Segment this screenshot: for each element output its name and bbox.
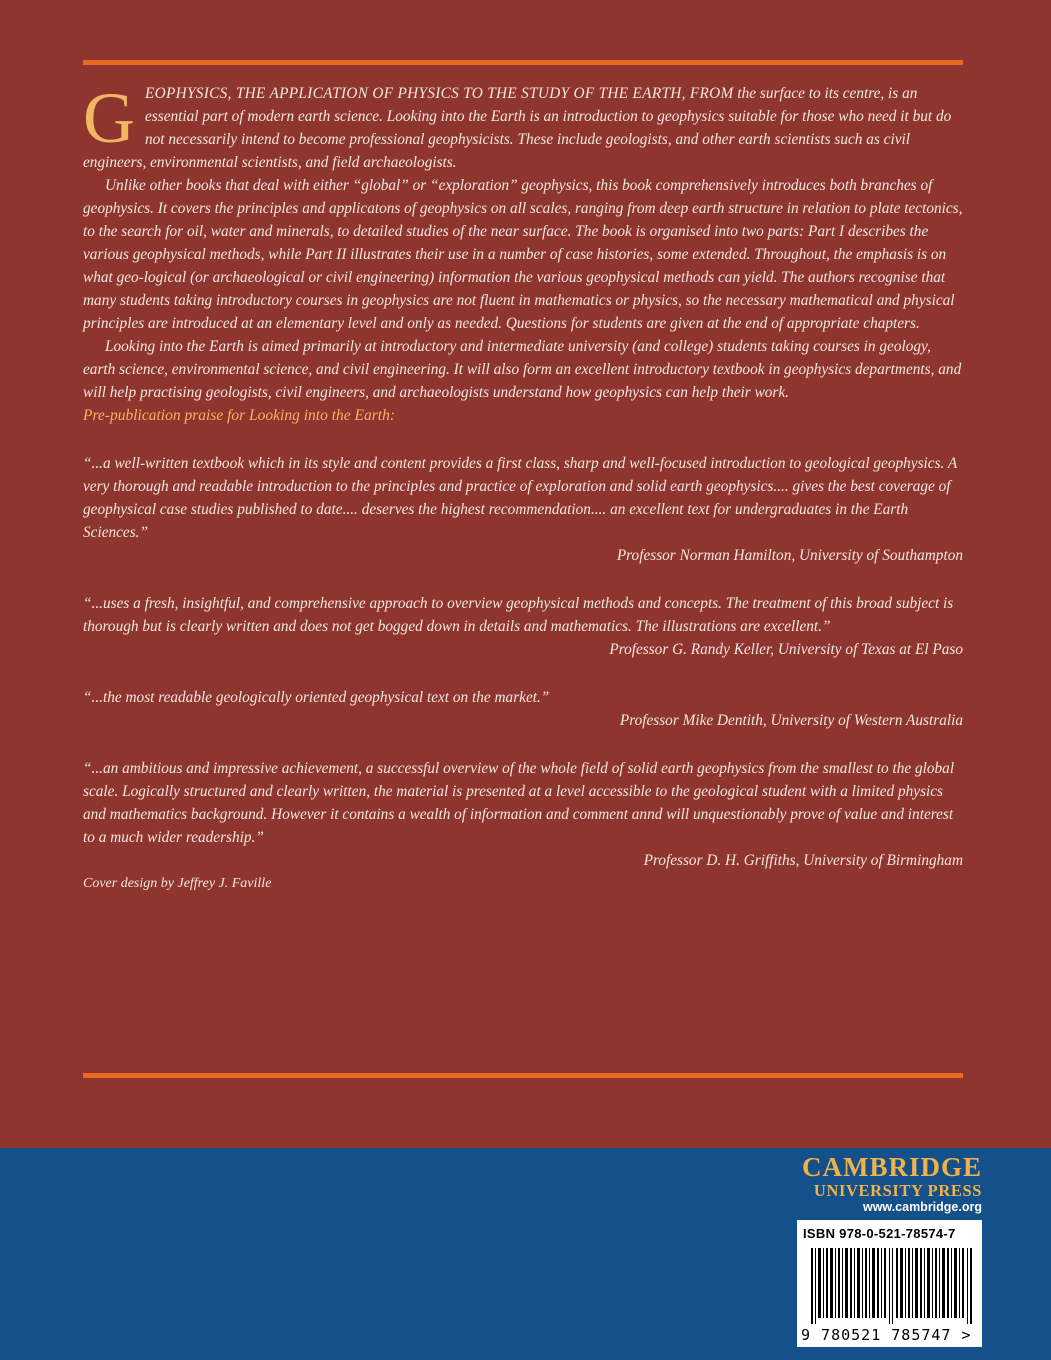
publisher-url: www.cambridge.org bbox=[862, 1200, 982, 1214]
publisher-logo bbox=[802, 1152, 982, 1200]
barcode-panel bbox=[797, 1220, 982, 1347]
quote-text: “...uses a fresh, insightful, and comprehensive approach to overview geophysical methods and concepts. The treatment of this broad subject is thorough but is clearly written and does not get bogged down in details and mathematics. The illustrations are excellent.” bbox=[83, 595, 954, 635]
quote-text: “...the most readable geologically oriented geophysical text on the market.” bbox=[83, 689, 550, 706]
intro-paragraph-3: Looking into the Earth is aimed primarily at introductory and intermediate university (and college) students taking courses in geology, earth science, environmental science, and civil engineering. It will also form an excellent introductory textbook in geophysics departments, and will help practising geologists, civil engineers, and archaeologists understand how geophysics can help their work. bbox=[83, 338, 962, 401]
back-cover-text bbox=[83, 78, 963, 895]
quote-block bbox=[83, 686, 963, 732]
intro-text: the surface to its centre, is an essential part of modern earth science. Looking into the Earth is an introduction to geophysics suitable for those who need it but do not necessarily intend to become professional geophysicists. These include geologists, and other earth scientists such as civil engineers, environmental scientists, and field archaeologists. bbox=[83, 85, 952, 171]
intro-paragraph-1 bbox=[83, 78, 963, 174]
barcode-digits: 9 780521 785747 > bbox=[801, 1326, 972, 1344]
publisher-name-line2: UNIVERSITY PRESS bbox=[813, 1181, 982, 1200]
top-rule bbox=[83, 60, 963, 65]
quote-attribution: Professor Norman Hamilton, University of Southampton bbox=[616, 547, 963, 564]
quote-block bbox=[83, 592, 963, 661]
quote-text: “...a well-written textbook which in its style and content provides a first class, sharp and well-focused introduction to geological geophysics. A very thorough and readable introduction to the principles and practice of exploration and solid earth geophysics.... gives the best coverage of geophysical case studies published to date.... deserves the highest recommendation.... an excellent text for undergraduates in the Earth Sciences.” bbox=[83, 455, 957, 541]
barcode-icon bbox=[811, 1248, 976, 1324]
praise-heading: Pre-publication praise for Looking into the Earth: bbox=[83, 407, 395, 424]
quote-attribution: Professor G. Randy Keller, University of Texas at El Paso bbox=[609, 641, 963, 658]
drop-cap: G bbox=[83, 78, 135, 158]
quote-attribution: Professor D. H. Griffiths, University of Birmingham bbox=[643, 852, 963, 869]
quote-block bbox=[83, 757, 963, 872]
publisher-name-line1: CAMBRIDGE bbox=[801, 1152, 982, 1182]
cover-design-credit: Cover design by Jeffrey J. Faville bbox=[83, 876, 272, 891]
quote-block bbox=[83, 452, 963, 567]
bottom-rule bbox=[83, 1073, 963, 1078]
quote-text: “...an ambitious and impressive achievement, a successful overview of the whole field of solid earth geophysics from the smallest to the global scale. Logically structured and clearly written, the material is presented at a level accessible to the geological student with a limited physics and mathematics background. However it contains a wealth of information and comment annd will unquestionably prove of value and interest to a much wider readership.” bbox=[83, 760, 955, 846]
intro-paragraph-2: Unlike other books that deal with either “global” or “exploration” geophysics, this book comprehensively introduces both branches of geophysics. It covers the principles and applicatons of geophysics on all scales, ranging from deep earth structure in relation to plate tectonics, to the search for oil, water and minerals, to detailed studies of the near surface. The book is organised into two parts: Part I describes the various geophysical methods, while Part II illustrates their use in a number of case histories, some extended. Throughout, the emphasis is on what geo-logical (or archaeological or civil engineering) information the various geophysical methods can yield. The authors recognise that many students taking introductory courses in geophysics are not fluent in mathematics or physics, so the necessary mathematical and physical principles are introduced at an elementary level and only as needed. Questions for students are given at the end of appropriate chapters. bbox=[83, 177, 963, 332]
lead-caps: EOPHYSICS, THE APPLICATION OF PHYSICS TO THE STUDY OF THE EARTH, FROM bbox=[145, 85, 734, 102]
isbn-label: ISBN 978-0-521-78574-7 bbox=[803, 1226, 956, 1241]
quote-attribution: Professor Mike Dentith, University of Western Australia bbox=[619, 712, 963, 729]
